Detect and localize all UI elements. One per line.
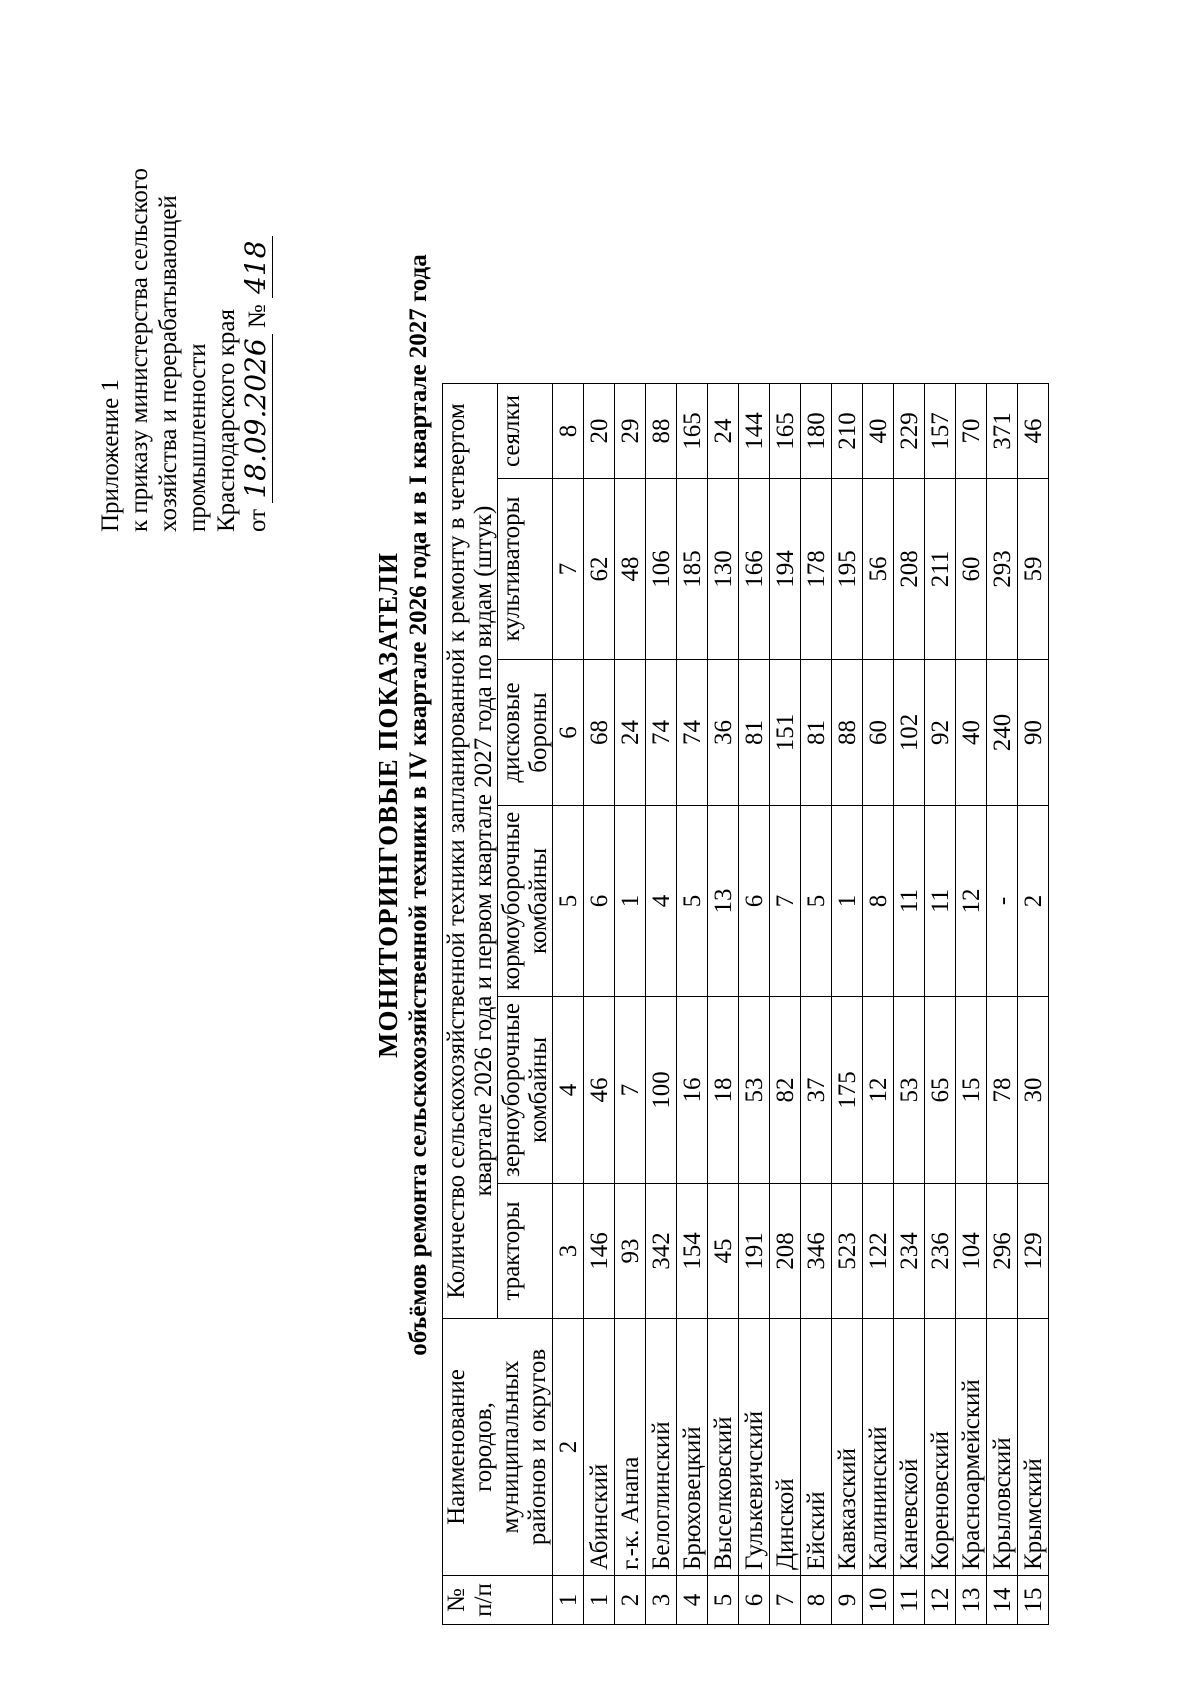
document-subtitle: объёмов ремонта сельскохозяйственной техники в IV квартале 2026 года и в I квартале 2027 года: [405, 254, 432, 1356]
row-number-cell: 5: [708, 1576, 739, 1625]
value-cell: 165: [677, 384, 708, 479]
value-cell: 106: [646, 479, 677, 660]
value-cell: 81: [801, 660, 832, 806]
value-cell: 144: [739, 384, 770, 479]
value-cell: 88: [646, 384, 677, 479]
value-cell: 371: [987, 384, 1018, 479]
value-cell: 208: [894, 479, 925, 660]
table-row: [770, 384, 801, 1625]
value-cell: 185: [677, 479, 708, 660]
value-cell: 40: [863, 384, 894, 479]
value-cell: 74: [646, 660, 677, 806]
row-number-cell: 13: [956, 1576, 987, 1625]
appendix-block: [96, 52, 272, 532]
value-cell: 68: [584, 660, 615, 806]
header-seeders: сеялки: [498, 384, 553, 479]
index-cell: 1: [553, 1576, 584, 1625]
table-row: [584, 384, 615, 1625]
value-cell: 29: [615, 384, 646, 479]
header-group: Количество сельскохозяйственной техники запланированной к ремонту в четвертом квартале 2026 года и первом квартале 2027 года по видам (штук): [443, 384, 498, 1319]
value-cell: 6: [584, 806, 615, 997]
value-cell: 12: [956, 806, 987, 997]
handwritten-order-number: 418: [239, 237, 273, 298]
value-cell: 11: [925, 806, 956, 997]
value-cell: 1: [832, 806, 863, 997]
table-row: [801, 384, 832, 1625]
district-name-cell: Крыловский: [987, 1319, 1018, 1576]
appendix-line: промышленности: [184, 343, 211, 532]
value-cell: 62: [584, 479, 615, 660]
value-cell: 130: [708, 479, 739, 660]
value-cell: 165: [770, 384, 801, 479]
value-cell: 36: [708, 660, 739, 806]
row-number-cell: 11: [894, 1576, 925, 1625]
table-row: [956, 384, 987, 1625]
district-name-cell: Динской: [770, 1319, 801, 1576]
value-cell: 78: [987, 997, 1018, 1184]
table-row: [739, 384, 770, 1625]
index-cell: 3: [553, 1184, 584, 1319]
value-cell: 56: [863, 479, 894, 660]
value-cell: 236: [925, 1184, 956, 1319]
value-cell: 211: [925, 479, 956, 660]
appendix-date-line: [241, 52, 272, 532]
document-title: МОНИТОРИНГОВЫЕ ПОКАЗАТЕЛИ: [373, 552, 403, 1058]
header-cultivators: культиваторы: [498, 479, 553, 660]
value-cell: 195: [832, 479, 863, 660]
value-cell: 90: [1018, 660, 1049, 806]
value-cell: 146: [584, 1184, 615, 1319]
repair-table: [442, 383, 1049, 1625]
value-cell: -: [987, 806, 1018, 997]
row-number-cell: 8: [801, 1576, 832, 1625]
header-forage-harvesters: кормоуборочные комбайны: [498, 806, 553, 997]
district-name-cell: Каневской: [894, 1319, 925, 1576]
value-cell: 154: [677, 1184, 708, 1319]
value-cell: 59: [1018, 479, 1049, 660]
value-cell: 8: [863, 806, 894, 997]
value-cell: 346: [801, 1184, 832, 1319]
value-cell: 523: [832, 1184, 863, 1319]
value-cell: 24: [708, 384, 739, 479]
value-cell: 240: [987, 660, 1018, 806]
table-row: [646, 384, 677, 1625]
value-cell: 104: [956, 1184, 987, 1319]
appendix-line: Приложение 1: [97, 379, 124, 532]
value-cell: 342: [646, 1184, 677, 1319]
district-name-cell: Белоглинский: [646, 1319, 677, 1576]
number-prefix: №: [244, 304, 271, 329]
value-cell: 210: [832, 384, 863, 479]
district-name-cell: Кавказский: [832, 1319, 863, 1576]
appendix-line: хозяйства и перерабатывающей: [155, 195, 182, 532]
value-cell: 122: [863, 1184, 894, 1319]
appendix-line: Краснодарского края: [213, 309, 240, 532]
value-cell: 6: [739, 806, 770, 997]
value-cell: 100: [646, 997, 677, 1184]
header-tractors: тракторы: [498, 1184, 553, 1319]
row-number-cell: 7: [770, 1576, 801, 1625]
row-number-cell: 12: [925, 1576, 956, 1625]
value-cell: 102: [894, 660, 925, 806]
value-cell: 45: [708, 1184, 739, 1319]
district-name-cell: г.-к. Анапа: [615, 1319, 646, 1576]
value-cell: 60: [863, 660, 894, 806]
row-number-cell: 14: [987, 1576, 1018, 1625]
table-row: [1018, 384, 1049, 1625]
value-cell: 5: [677, 806, 708, 997]
value-cell: 92: [925, 660, 956, 806]
index-cell: 6: [553, 660, 584, 806]
header-num: № п/п: [443, 1576, 553, 1625]
value-cell: 129: [1018, 1184, 1049, 1319]
district-name-cell: Абинский: [584, 1319, 615, 1576]
index-cell: 5: [553, 806, 584, 997]
value-cell: 81: [739, 660, 770, 806]
value-cell: 88: [832, 660, 863, 806]
value-cell: 53: [739, 997, 770, 1184]
value-cell: 175: [832, 997, 863, 1184]
value-cell: 40: [956, 660, 987, 806]
value-cell: 74: [677, 660, 708, 806]
value-cell: 70: [956, 384, 987, 479]
table-row: [832, 384, 863, 1625]
header-grain-harvesters: зерноуборочные комбайны: [498, 997, 553, 1184]
row-number-cell: 15: [1018, 1576, 1049, 1625]
table-row: [677, 384, 708, 1625]
table-row: [925, 384, 956, 1625]
header-name: Наименование городов, муниципальных районов и округов: [443, 1319, 553, 1576]
value-cell: 20: [584, 384, 615, 479]
value-cell: 30: [1018, 997, 1049, 1184]
value-cell: 53: [894, 997, 925, 1184]
table-body: [553, 384, 1049, 1625]
value-cell: 178: [801, 479, 832, 660]
handwritten-date: 18.09.2026: [239, 334, 273, 502]
value-cell: 4: [646, 806, 677, 997]
index-cell: 4: [553, 997, 584, 1184]
value-cell: 5: [801, 806, 832, 997]
value-cell: 151: [770, 660, 801, 806]
value-cell: 93: [615, 1184, 646, 1319]
index-cell: 8: [553, 384, 584, 479]
value-cell: 296: [987, 1184, 1018, 1319]
index-cell: 7: [553, 479, 584, 660]
value-cell: 234: [894, 1184, 925, 1319]
value-cell: 293: [987, 479, 1018, 660]
value-cell: 180: [801, 384, 832, 479]
header-disc-harrows: дисковые бороны: [498, 660, 553, 806]
row-number-cell: 4: [677, 1576, 708, 1625]
value-cell: 1: [615, 806, 646, 997]
value-cell: 2: [1018, 806, 1049, 997]
district-name-cell: Кореновский: [925, 1319, 956, 1576]
value-cell: 18: [708, 997, 739, 1184]
table-row: [863, 384, 894, 1625]
value-cell: 7: [770, 806, 801, 997]
table-row: [987, 384, 1018, 1625]
value-cell: 166: [739, 479, 770, 660]
date-prefix: от: [244, 508, 271, 532]
value-cell: 15: [956, 997, 987, 1184]
value-cell: 46: [584, 997, 615, 1184]
index-cell: 2: [553, 1319, 584, 1576]
district-name-cell: Ейский: [801, 1319, 832, 1576]
row-number-cell: 2: [615, 1576, 646, 1625]
district-name-cell: Калининский: [863, 1319, 894, 1576]
district-name-cell: Выселковский: [708, 1319, 739, 1576]
appendix-line: к приказу министерства сельского: [126, 167, 153, 532]
value-cell: 11: [894, 806, 925, 997]
value-cell: 82: [770, 997, 801, 1184]
value-cell: 12: [863, 997, 894, 1184]
value-cell: 208: [770, 1184, 801, 1319]
row-number-cell: 1: [584, 1576, 615, 1625]
row-number-cell: 10: [863, 1576, 894, 1625]
value-cell: 13: [708, 806, 739, 997]
row-number-cell: 3: [646, 1576, 677, 1625]
value-cell: 7: [615, 997, 646, 1184]
district-name-cell: Брюховецкий: [677, 1319, 708, 1576]
column-index-row: [553, 384, 584, 1625]
value-cell: 46: [1018, 384, 1049, 479]
value-cell: 194: [770, 479, 801, 660]
row-number-cell: 9: [832, 1576, 863, 1625]
value-cell: 48: [615, 479, 646, 660]
row-number-cell: 6: [739, 1576, 770, 1625]
district-name-cell: Крымский: [1018, 1319, 1049, 1576]
table-row: [615, 384, 646, 1625]
table-row: [894, 384, 925, 1625]
value-cell: 16: [677, 997, 708, 1184]
value-cell: 24: [615, 660, 646, 806]
value-cell: 229: [894, 384, 925, 479]
value-cell: 60: [956, 479, 987, 660]
value-cell: 37: [801, 997, 832, 1184]
table-row: [708, 384, 739, 1625]
value-cell: 191: [739, 1184, 770, 1319]
district-name-cell: Красноармейский: [956, 1319, 987, 1576]
value-cell: 65: [925, 997, 956, 1184]
value-cell: 157: [925, 384, 956, 479]
district-name-cell: Гулькевичский: [739, 1319, 770, 1576]
